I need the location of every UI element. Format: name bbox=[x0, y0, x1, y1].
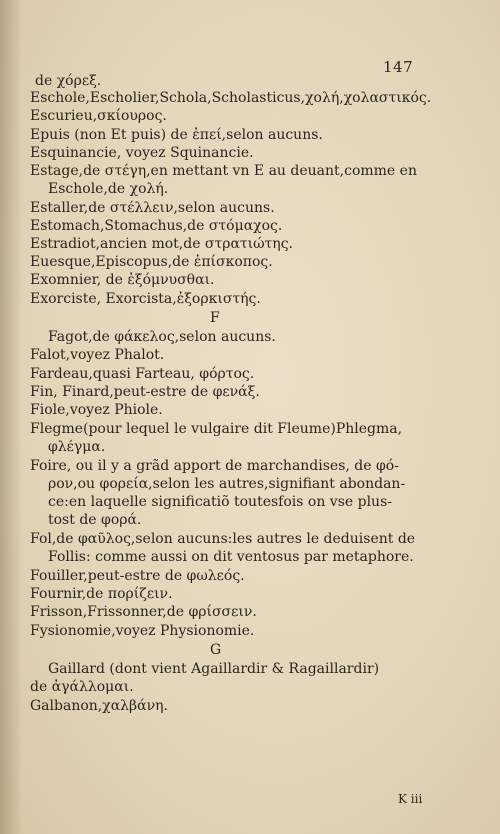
entry-line: Foire, ou il y a grãd apport de marchandises, de φό- bbox=[30, 458, 399, 474]
entry-line: de ἀγάλλομαι. bbox=[30, 679, 134, 695]
entry-line: Estomach,Stomachus,de στόμαχος. bbox=[30, 218, 283, 234]
entry-line: Euesque,Episcopus,de ἐπίσκοπος. bbox=[30, 254, 273, 270]
page-spine-shadow bbox=[0, 0, 22, 834]
entry-line: Frisson,Frissonner,de φρίσσειν. bbox=[30, 604, 257, 620]
entry-line: Esquinancie, voyez Squinancie. bbox=[30, 145, 254, 161]
entry-line: ce:en laquelle significatiõ toutesfois on vse plus- bbox=[48, 494, 392, 510]
entry-line: Eschole,de χολή. bbox=[48, 181, 169, 197]
entry-line: Flegme(pour lequel le vulgaire dit Fleume)Phlegma, bbox=[30, 421, 403, 437]
entry-line: Estradiot,ancien mot,de στρατιώτης. bbox=[30, 236, 293, 252]
signature-mark: K iii bbox=[398, 792, 423, 806]
entry-line: tost de φορά. bbox=[48, 512, 142, 528]
entry-line: de χόρεξ. bbox=[35, 73, 102, 89]
entry-line: Fysionomie,voyez Physionomie. bbox=[30, 623, 255, 639]
entry-line: Epuis (non Et puis) de ἐπεί,selon aucuns. bbox=[30, 127, 323, 143]
entry-line: Gaillard (dont vient Agaillardir & Ragaillardir) bbox=[48, 661, 380, 677]
entry-line: Estage,de στέγη,en mettant vn E au deuant,comme en bbox=[30, 163, 417, 179]
entry-line: Follis: comme aussi on dit ventosus par metaphore. bbox=[48, 549, 414, 565]
entry-line: Fagot,de φάκελος,selon aucuns. bbox=[48, 329, 276, 345]
entry-line: φλέγμα. bbox=[48, 439, 106, 455]
page-number: 147 bbox=[383, 58, 414, 76]
entry-line: Fol,de φαῦλος,selon aucuns:les autres le deduisent de bbox=[30, 531, 416, 547]
entry-line: Exorciste, Exorcista,ἐξορκιστής. bbox=[30, 291, 261, 307]
entry-line: Fournir,de πορίζειν. bbox=[30, 586, 173, 602]
entry-line: Exomnier, de ἐξόμνυσθαι. bbox=[30, 272, 215, 288]
entry-line: ρον,ou φορεία,selon les autres,signifiant abondan- bbox=[48, 476, 406, 492]
section-letter: F bbox=[210, 310, 220, 326]
entry-line: Escurieu,σκίουρος. bbox=[30, 108, 167, 124]
entry-line: Fin, Finard,peut-estre de φενάξ. bbox=[30, 384, 260, 400]
entry-line: Fardeau,quasi Farteau, φόρτος. bbox=[30, 366, 255, 382]
entry-line: Fiole,voyez Phiole. bbox=[30, 402, 163, 418]
entry-line: Fouiller,peut-estre de φωλεός. bbox=[30, 568, 245, 584]
entry-line: Galbanon,χαλβάνη. bbox=[30, 698, 168, 714]
entry-line: Falot,voyez Phalot. bbox=[30, 347, 165, 363]
entry-line: Estaller,de στέλλειν,selon aucuns. bbox=[30, 200, 275, 216]
section-letter: G bbox=[210, 642, 222, 658]
entry-line: Eschole,Escholier,Schola,Scholasticus,χολή,χολαστικός. bbox=[30, 90, 432, 106]
